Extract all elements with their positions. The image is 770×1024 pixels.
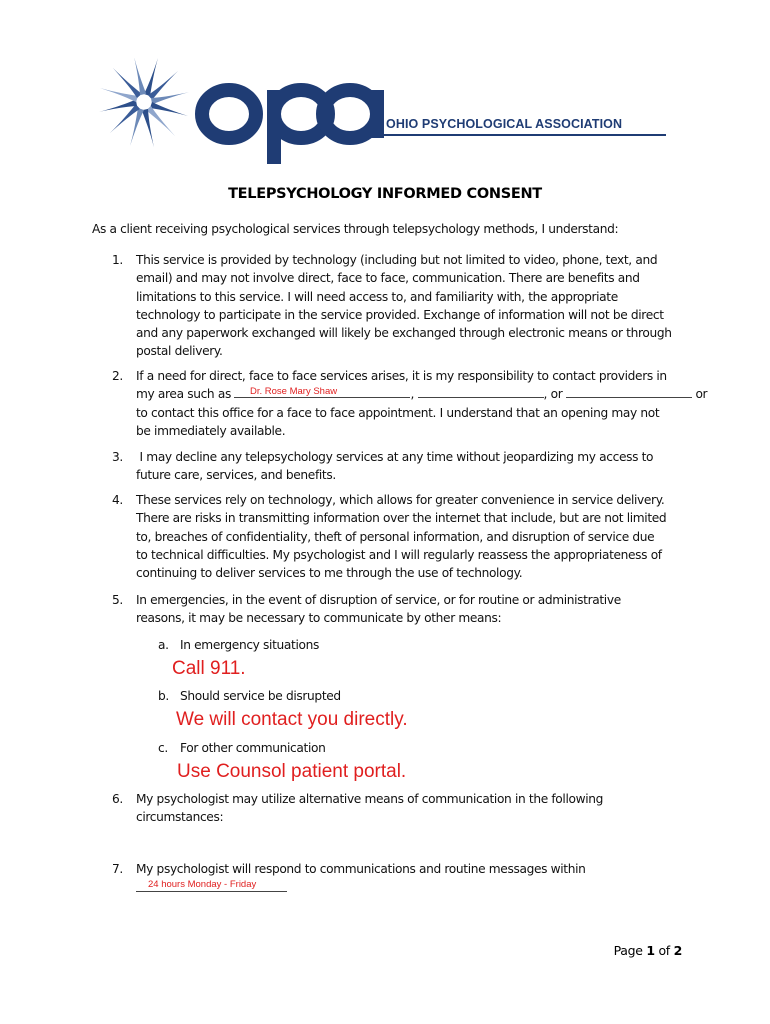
subitem-letter: b. [158, 689, 169, 703]
subitem-letter: c. [158, 741, 168, 755]
document-title: TELEPSYCHOLOGY INFORMED CONSENT [228, 186, 542, 202]
text-line: to, breaches of confidentiality, theft of personal information, and disruption of service due [136, 529, 655, 544]
page-label: Page [613, 943, 643, 958]
text-line: My psychologist may utilize alternative means of communication in the following [136, 792, 604, 806]
separator: or [695, 387, 708, 402]
other-communication-answer: Use Counsol patient portal. [177, 761, 407, 782]
page-current: 1 [646, 943, 655, 958]
opa-logo [96, 58, 676, 168]
item-2-text [136, 367, 708, 440]
item-number: 5. [112, 593, 123, 607]
text-line: In emergencies, in the event of disruption of service, or for routine or administrative [136, 593, 621, 607]
subitem-label: In emergency situations [180, 638, 319, 652]
text-line: to contact this office for a face to face appointment. I understand that an opening may not [136, 405, 660, 420]
header-divider [384, 134, 666, 136]
text-line: continuing to deliver services to me through the use of technology. [136, 566, 523, 581]
text-line: These services rely on technology, which allows for greater convenience in service delivery. [136, 493, 665, 507]
item-number: 7. [112, 862, 123, 876]
text-line: my area such as [136, 387, 231, 402]
item-3-text [136, 448, 692, 485]
provider-line [136, 385, 708, 403]
item-number: 4. [112, 493, 123, 507]
response-time-fill: 24 hours Monday - Friday [148, 879, 257, 890]
text-line: circumstances: [136, 810, 224, 825]
page-of: of [658, 943, 670, 958]
text-line: to technical difficulties. My psychologist and I will regularly reassess the appropriateness of [136, 547, 662, 562]
opa-logo-mark [96, 58, 676, 168]
text-line: There are risks in transmitting information over the internet that include, but are not limited [136, 511, 667, 526]
page-number [614, 943, 682, 958]
text-line: I may decline any telepsychology services at any time without jeopardizing my access to [136, 450, 654, 464]
provider-field-3[interactable] [566, 385, 692, 398]
item-6-text [136, 790, 692, 827]
provider-field-2[interactable] [418, 385, 544, 398]
starburst-icon [99, 58, 189, 147]
text-line: future care, services, and benefits. [136, 468, 336, 483]
item-1-text [136, 251, 692, 361]
item-number: 6. [112, 792, 123, 806]
separator: , or [543, 387, 563, 402]
organization-name: OHIO PSYCHOLOGICAL ASSOCIATION [386, 117, 623, 131]
item-4-text [136, 491, 692, 582]
text-line: email) and may not involve direct, face to face, communication. There are benefits and [136, 271, 640, 286]
subitem-letter: a. [158, 638, 169, 652]
text-line: postal delivery. [136, 344, 223, 359]
text-line: reasons, it may be necessary to communicate by other means: [136, 611, 502, 626]
subitem-label: Should service be disrupted [180, 689, 341, 703]
disruption-answer: We will contact you directly. [176, 709, 408, 730]
item-number: 3. [112, 450, 123, 464]
response-time-field[interactable] [136, 891, 287, 892]
intro-text: As a client receiving psychological services through telepsychology methods, I understand: [92, 222, 619, 236]
text-line: be immediately available. [136, 423, 286, 438]
item-5-text [136, 591, 692, 628]
text-line: This service is provided by technology (including but not limited to video, phone, text, and [136, 253, 658, 267]
item-number: 1. [112, 253, 123, 267]
separator: , [410, 387, 415, 402]
emergency-answer: Call 911. [172, 658, 246, 679]
text-line: technology to participate in the service provided. Exchange of information will not be direct [136, 307, 664, 322]
text-line: limitations to this service. I will need access to, and familiarity with, the appropriate [136, 289, 618, 304]
page-total: 2 [673, 943, 682, 958]
item-number: 2. [112, 369, 123, 383]
text-line: If a need for direct, face to face services arises, it is my responsibility to contact providers in [136, 369, 667, 383]
text-line: and any paperwork exchanged will likely be exchanged through electronic means or through [136, 326, 672, 341]
subitem-label: For other communication [180, 741, 326, 755]
provider-fill-value: Dr. Rose Mary Shaw [250, 386, 338, 397]
item-7-text: My psychologist will respond to communications and routine messages within [136, 862, 586, 876]
